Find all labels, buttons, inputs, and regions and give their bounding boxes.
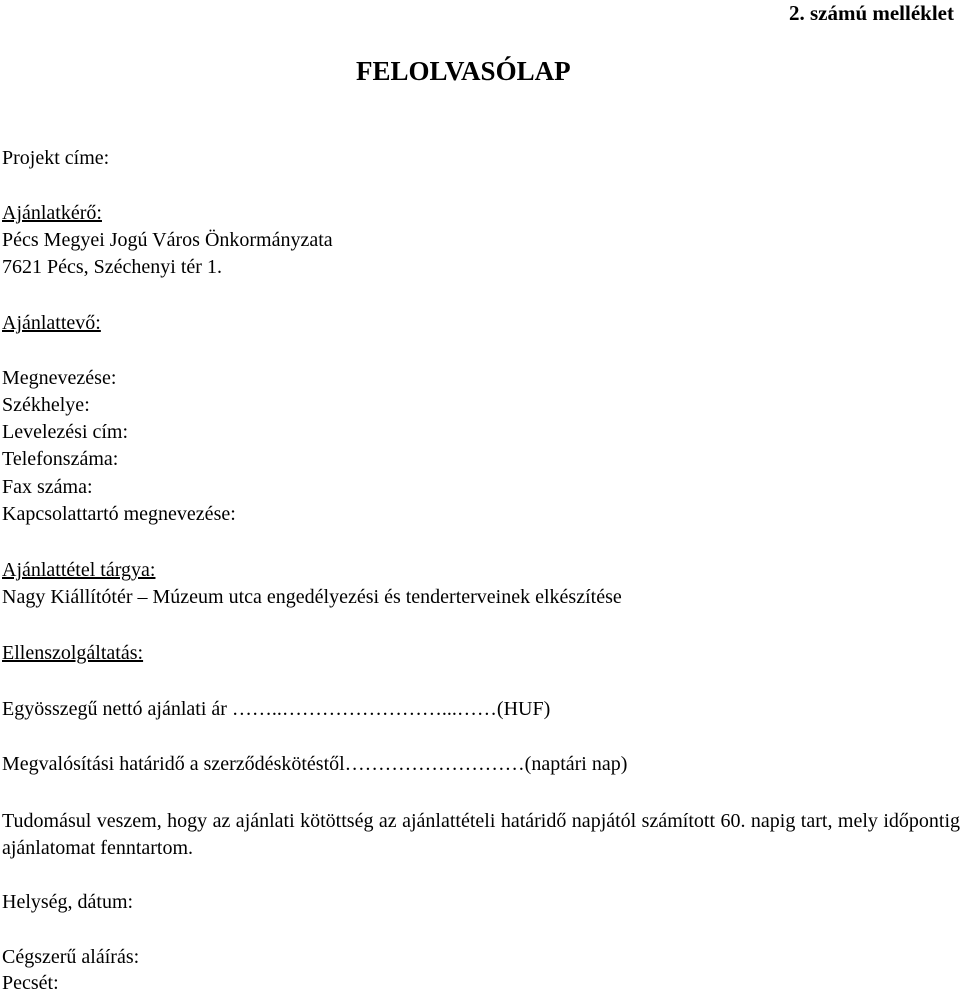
- page-title: FELOLVASÓLAP: [356, 56, 571, 86]
- requester-label: Ajánlatkérő:: [2, 202, 102, 224]
- annex-label: 2. számú melléklet: [788, 1, 954, 25]
- net-price-line: Egyösszegű nettó ajánlati ár ……..……………………...……(HUF): [2, 698, 551, 720]
- bidder-seat-field: Székhelye:: [2, 394, 90, 416]
- project-title-label: Projekt címe:: [2, 147, 110, 169]
- requester-address: 7621 Pécs, Széchenyi tér 1.: [2, 256, 222, 278]
- bidder-name-field: Megnevezése:: [2, 367, 117, 389]
- commitment-statement: Tudomásul veszem, hogy az ajánlati kötöttség az ajánlattételi határidő napjától számított 60. napig tart, mely időpontig ajánlatomat fenntartom.: [2, 810, 960, 859]
- bidder-label: Ajánlattevő:: [2, 312, 101, 334]
- compensation-label: Ellenszolgáltatás:: [2, 642, 144, 664]
- bidder-contact-field: Kapcsolattartó megnevezése:: [2, 503, 236, 525]
- signature-label: Cégszerű aláírás:: [2, 946, 140, 968]
- bidder-phone-field: Telefonszáma:: [2, 448, 119, 470]
- subject-text: Nagy Kiállítótér – Múzeum utca engedélyezési és tenderterveinek elkészítése: [2, 586, 622, 608]
- subject-label: Ajánlattétel tárgya:: [2, 559, 156, 581]
- bidder-fax-field: Fax száma:: [2, 476, 93, 498]
- deadline-line: Megvalósítási határidő a szerződéskötéstől………………………(naptári nap): [2, 753, 628, 775]
- requester-name: Pécs Megyei Jogú Város Önkormányzata: [2, 229, 333, 251]
- bidder-mailing-address-field: Levelezési cím:: [2, 421, 129, 443]
- stamp-label: Pecsét:: [2, 972, 59, 994]
- place-date-label: Helység, dátum:: [2, 891, 134, 913]
